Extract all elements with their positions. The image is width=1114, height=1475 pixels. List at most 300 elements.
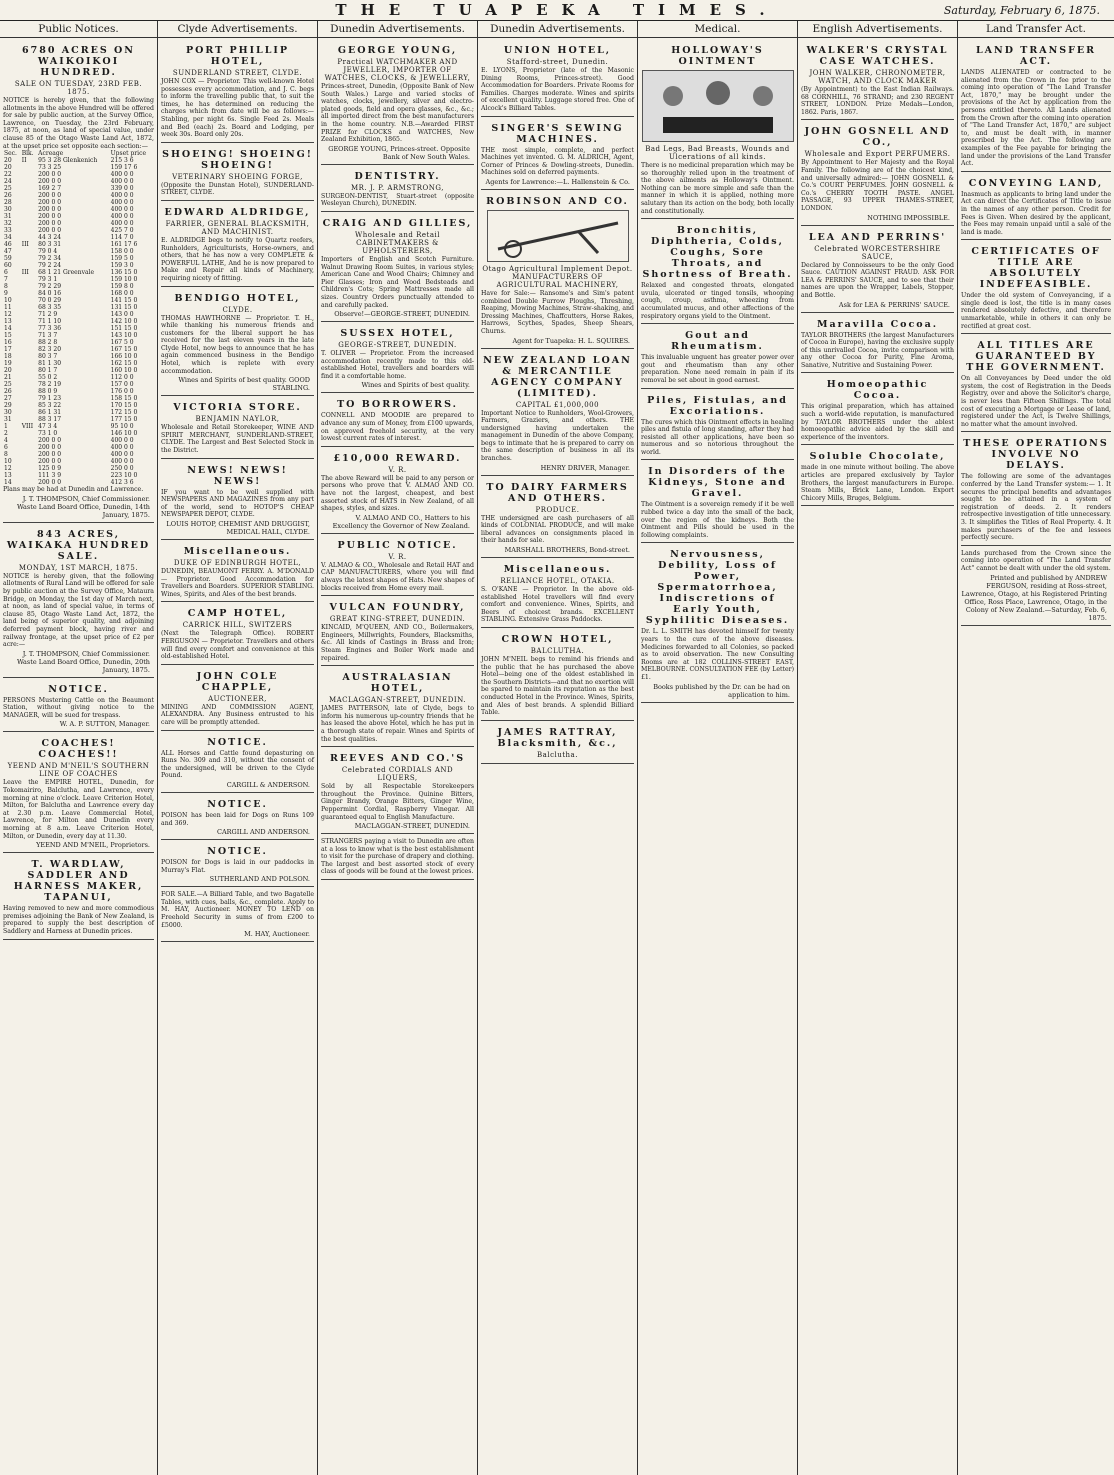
advertisement-body: Inasmuch as applicants to bring land under the Act can direct the Certificates of Title to issue in the names of any other person. Credit for Fees is Given. When desired by the applicant, the Fees may remain unpaid until a sale of the land is made. bbox=[961, 190, 1111, 236]
table-cell: 136 15 0 bbox=[110, 269, 138, 277]
advertisement-title: DENTISTRY. bbox=[354, 170, 441, 182]
table-row bbox=[3, 423, 154, 430]
table-cell: 223 10 0 bbox=[110, 472, 138, 480]
table-cell: 34 bbox=[4, 234, 12, 242]
table-cell: 44 3 24 bbox=[38, 234, 62, 242]
advertisement-block bbox=[321, 836, 474, 880]
table-cell: 9 bbox=[4, 290, 8, 298]
table-cell: 79 3 1 bbox=[38, 276, 58, 284]
table-row bbox=[3, 157, 154, 164]
advertisement-block bbox=[481, 560, 634, 628]
table-cell: 95 10 0 bbox=[110, 423, 134, 431]
table-cell: 26 bbox=[4, 388, 12, 396]
table-cell: 176 0 0 bbox=[110, 388, 134, 396]
table-row bbox=[3, 234, 154, 241]
column-3 bbox=[318, 21, 478, 1475]
advertisement-body: T. OLIVER — Proprietor. From the increased accommodation recently made to this old-established Hotel, travellers and boarders will find it a comfortable home. bbox=[321, 350, 474, 380]
table-header-cell: Upset price bbox=[110, 150, 147, 158]
advertisement-body: Relaxed and congested throats, elongated uvula, ulcerated or tinged tonsils, whooping cough, croup, asthma, wheezing from accumulated mucus, and other affections of the respiratory organs yield to the Ointment. bbox=[641, 282, 794, 320]
table-cell bbox=[21, 430, 37, 437]
table-cell: 71 3 7 bbox=[38, 332, 58, 340]
table-cell bbox=[21, 276, 37, 283]
table-cell: 33 bbox=[4, 227, 12, 235]
advertisement-subtitle: BALCLUTHA. bbox=[530, 647, 585, 655]
advertisement-title: NOTICE. bbox=[48, 683, 109, 695]
advertisement-body: Important Notice to Runholders, Wool-Growers, Farmers, Graziers, and others. THE undersigned having undertaken the management in Dunedin of the above Company, begs to intimate that he is prepared to carry on the same description of business in all its branches. bbox=[481, 409, 634, 463]
table-row bbox=[3, 178, 154, 185]
advertisement-subtitle: CARRICK HILL, SWITZERS bbox=[182, 621, 293, 630]
table-cell: 170 15 0 bbox=[110, 402, 138, 410]
advertisement-block bbox=[641, 221, 794, 324]
table-row bbox=[3, 227, 154, 234]
advertisement-subtitle: MACLAGGAN-STREET, DUNEDIN. bbox=[328, 696, 467, 705]
table-row bbox=[3, 444, 154, 451]
advertisement-body: S. O'KANE — Proprietor. In the above old-established Hotel travellers will find every comfort and convenience. Wines, Spirits, and Beers of choicest brands. EXCELLENT STABLING. Extensive Grass Paddocks. bbox=[481, 586, 634, 624]
table-row bbox=[3, 388, 154, 395]
table-cell: 81 1 30 bbox=[38, 360, 62, 368]
advertisement-block bbox=[3, 855, 154, 939]
table-header-cell: Sec. bbox=[4, 150, 17, 158]
advertisement-block bbox=[961, 548, 1111, 626]
table-row bbox=[3, 416, 154, 423]
advertisement-signature: MARSHALL BROTHERS, Bond-street. bbox=[504, 546, 630, 555]
advertisement-subtitle: JOHN WALKER, CHRONOMETER, WATCH, AND CLOCK MAKER bbox=[809, 69, 946, 85]
table-cell: 339 0 0 bbox=[110, 185, 134, 193]
advertisement-signature: Agents for Lawrence:—L. Hallenstein & Co. bbox=[485, 177, 630, 186]
advertisement-signature: YEEND AND M'NEIL, Proprietors. bbox=[36, 841, 150, 850]
table-cell: 80 3 7 bbox=[38, 353, 58, 361]
table-cell: 8 bbox=[4, 283, 8, 291]
advertisement-subtitle: CAPITAL £1,000,000 bbox=[515, 400, 600, 409]
advertisement-body: made in one minute without boiling. The above articles are prepared exclusively by Taylor Brothers, the largest manufacturers in Europe. Steam Mills, Brick Lane, London. Export Chicory Mills, Bruges, Belgium. bbox=[801, 464, 954, 502]
advertisement-body: LANDS ALIENATED or contracted to be alienated from the Crown in fee prior to the coming into operation of "The Land Transfer Act, 1870," may be brought under the provisions of the Act by application from the persons entitled thereto. All Lands alienated from the Crown after the coming into operation of "The Land Transfer Act, 1870," are subject to, and must be dealt with, in manner prescribed by the Act. The following are examples of the Fee payable for bringing the land under the provisions of the Land Transfer Act. bbox=[961, 69, 1111, 168]
advertisement-title: NEWS! NEWS! NEWS! bbox=[187, 464, 288, 487]
table-row bbox=[3, 262, 154, 269]
advertisement-block bbox=[481, 630, 634, 721]
table-cell: 131 15 0 bbox=[110, 304, 138, 312]
advertisement-block bbox=[481, 351, 634, 476]
advertisement-signature: Wines and Spirits of best quality. GOOD STABLING. bbox=[178, 376, 310, 393]
table-cell: 46 bbox=[4, 241, 12, 249]
advertisement-body: STRANGERS paying a visit to Dunedin are often at a loss to know what is the best establishment to visit for the purchase of drapery and clothing. The largest and best assorted stock of every class of goods will be found at the lowest prices. bbox=[321, 838, 474, 876]
table-cell: 8 bbox=[4, 451, 8, 459]
table-row bbox=[3, 241, 154, 248]
advertisement-body: SURGEON-DENTIST, Stuart-street (opposite Wesleyan Church), DUNEDIN. bbox=[321, 192, 474, 208]
table-cell: II bbox=[21, 157, 27, 165]
advertisement-body: THE undersigned are cash purchasers of all kinds of COLONIAL PRODUCE, and will make liberal advances on consignments placed in their hands for sale. bbox=[481, 514, 634, 545]
table-cell: 215 3 6 bbox=[110, 157, 134, 165]
table-cell: 88 2 8 bbox=[38, 339, 58, 347]
table-cell: 2 bbox=[4, 430, 8, 438]
advertisement-subtitle: CLYDE. bbox=[222, 305, 253, 314]
advertisement-body: Princes-street, Dunedin, (Opposite Bank of New South Wales.) Large and varied stocks of watches, clocks, jewellery, silver and electro-plated goods, field and opera glasses, &c., &c.; all imported direct from the best manufacturers in the home country. N.B.—Awarded FIRST PRIZE for CLOCKS and WATCHES, New Zealand Exhibition, 1865. bbox=[321, 83, 474, 144]
advertisement-title: ALL TITLES ARE GUARANTEED BY THE GOVERNMENT. bbox=[966, 340, 1106, 374]
table-cell: 10 bbox=[4, 458, 12, 466]
advertisement-body: There is no medicinal preparation which may be so thoroughly relied upon in the treatment of the above ailments as Holloway's Ointment. Nothing can be more simple and safe than the manner in which it is applied, nothing more salutary than its action on the body, both locally and constitutionally. bbox=[641, 162, 794, 215]
advertisement-title: CAMP HOTEL, bbox=[187, 608, 288, 620]
table-cell: 200 0 0 bbox=[38, 213, 62, 221]
advertisement-subtitle: Wholesale and Export PERFUMERS. bbox=[804, 150, 951, 159]
table-cell: 400 0 0 bbox=[110, 437, 134, 445]
advertisement-title: SINGER'S SEWING MACHINES. bbox=[491, 122, 624, 145]
advertisement-title: Maravilla Cocoa. bbox=[816, 318, 939, 330]
table-cell bbox=[21, 325, 37, 332]
table-cell bbox=[21, 220, 37, 227]
advertisement-title: HOLLOWAY'S OINTMENT bbox=[671, 45, 764, 67]
table-cell bbox=[21, 304, 37, 311]
advertisement-title: Gout and Rheumatism. bbox=[671, 330, 764, 353]
table-cell: 29 bbox=[4, 402, 12, 410]
table-cell: 14 bbox=[4, 325, 12, 333]
table-cell bbox=[21, 353, 37, 360]
table-cell: 400 0 0 bbox=[110, 178, 134, 186]
advertisement-body: V. ALMAO & CO., Wholesale and Retail HAT and CAP MANUFACTURERS, where you will find always the latest shapes of Hats. New shapes of blocks received from Home every mail. bbox=[321, 561, 474, 592]
table-cell bbox=[21, 206, 37, 213]
advertisement-body: Under the old system of Conveyancing, if a single deed is lost, the title is in many cases rendered absolutely defective, and therefore unmarketable, while in others it can only be rectified at great cost. bbox=[961, 292, 1111, 330]
table-row bbox=[3, 451, 154, 458]
advertisement-signature: GEORGE YOUNG, Princes-street. Opposite Bank of New South Wales. bbox=[328, 144, 470, 161]
advertisement-block bbox=[961, 41, 1111, 172]
advertisement-signature: Printed and published by ANDREW FERGUSON, residing at Ross-street, Lawrence, Otago, at his Registered Printing Office, Ross Place, Lawrence, Otago, in the Colony of New Zealand.—Saturday, Feb. 6, 1875. bbox=[961, 573, 1107, 622]
table-row bbox=[3, 185, 154, 192]
advertisement-block bbox=[321, 536, 474, 596]
table-cell: 151 15 0 bbox=[110, 325, 138, 333]
advertisement-signature: CARGILL & ANDERSON. bbox=[226, 780, 310, 789]
table-cell: 32 bbox=[4, 220, 12, 228]
advertisement-subtitle: DUKE OF EDINBURGH HOTEL, bbox=[173, 559, 302, 567]
table-cell: 400 0 0 bbox=[110, 220, 134, 228]
table-cell: 79 2 34 bbox=[38, 255, 62, 263]
table-cell: 400 0 0 bbox=[110, 199, 134, 207]
table-cell bbox=[21, 479, 37, 486]
table-row bbox=[3, 458, 154, 465]
table-cell: 47 3 4 bbox=[38, 423, 58, 431]
table-cell: 86 1 31 bbox=[38, 409, 62, 417]
advertisement-block bbox=[161, 842, 314, 887]
advertisement-subtitle: BENJAMIN NAYLOR, bbox=[195, 415, 280, 424]
table-cell bbox=[21, 395, 37, 402]
table-cell: 22 bbox=[4, 171, 12, 179]
advertisement-title: EDWARD ALDRIDGE, bbox=[164, 206, 311, 218]
advertisement-body: The above Reward will be paid to any person or persons who prove that V. ALMAO AND CO. have not the largest, cheapest, and best assorted stock of HATS in New Zealand, of all shapes, styles, and sizes. bbox=[321, 474, 474, 513]
table-cell: 200 0 0 bbox=[38, 171, 62, 179]
table-cell: 13 bbox=[4, 318, 12, 326]
column-heading: Dunedin Advertisements. bbox=[478, 21, 637, 38]
advertisement-title: BENDIGO HOTEL, bbox=[174, 292, 301, 304]
table-cell bbox=[21, 255, 37, 262]
plough-engraving-image bbox=[487, 210, 629, 262]
table-cell: VIII bbox=[21, 423, 34, 431]
table-cell: 125 0 9 bbox=[38, 465, 62, 473]
table-cell bbox=[21, 367, 37, 374]
advertisement-subtitle: Wholesale and Retail CABINETMAKERS & UPHOLSTERERS, bbox=[355, 230, 440, 255]
advertisement-block bbox=[961, 242, 1111, 334]
advertisement-title: PUBLIC NOTICE. bbox=[337, 539, 458, 551]
advertisement-body: (Opposite the Dunstan Hotel), SUNDERLAND-STREET, CLYDE. bbox=[161, 181, 314, 197]
advertisement-block bbox=[321, 749, 474, 834]
advertisement-subtitle: Bad Legs, Bad Breasts, Wounds and Ulcerations of all kinds. bbox=[645, 145, 790, 161]
advertisement-block bbox=[161, 795, 314, 840]
table-row bbox=[3, 269, 154, 276]
table-cell: 12 bbox=[4, 465, 12, 473]
table-cell: 19 bbox=[4, 360, 12, 368]
advertisement-body: By Appointment to Her Majesty and the Royal Family. The following are of the choicest kind, and universally admired:— JOHN GOSNELL & Co.'s COURT PERFUMES. JOHN GOSNELL & Co.'s CHERRY TOOTH PASTE. ANGEL PASSAGE, 93 UPPER THAMES-STREET, LONDON. bbox=[801, 159, 954, 212]
table-cell: 172 15 0 bbox=[110, 409, 138, 417]
advertisement-block bbox=[641, 326, 794, 388]
advertisement-block bbox=[481, 41, 634, 117]
advertisement-block bbox=[961, 174, 1111, 241]
advertisement-subtitle: FARRIER, GENERAL BLACKSMITH, AND MACHINIST. bbox=[165, 219, 310, 236]
table-cell: 412 3 6 bbox=[110, 479, 134, 487]
table-cell: 80 3 31 bbox=[38, 241, 62, 249]
table-cell bbox=[21, 402, 37, 409]
table-row bbox=[3, 304, 154, 311]
table-cell bbox=[21, 437, 37, 444]
table-cell: 161 17 6 bbox=[110, 241, 138, 249]
advertisement-block bbox=[801, 315, 954, 374]
table-row bbox=[3, 360, 154, 367]
table-cell: 400 0 0 bbox=[110, 171, 134, 179]
table-cell: 400 0 0 bbox=[110, 213, 134, 221]
table-row bbox=[3, 206, 154, 213]
advertisement-body: IF you want to be well supplied with NEWSPAPERS AND MAGAZINES from any part of the world, send to HOTOP'S CHEAP NEWSPAPER DEPOT, CLYDE. bbox=[161, 488, 314, 519]
table-cell: 160 10 0 bbox=[110, 367, 138, 375]
table-cell: 25 bbox=[4, 381, 12, 389]
advertisement-body: On all Conveyances by Deed under the old system, the cost of Registration in the Deeds Registry, over and above the Solicitor's charge, is never less than Fifteen Shillings. The total cost of executing a Mortgage or Lease of land, registered under the Act, is Twelve Shillings, no matter what the amount involved. bbox=[961, 375, 1111, 428]
advertisement-body: Wholesale and Retail Storekeeper, WINE AND SPIRIT MERCHANT, SUNDERLAND-STREET, CLYDE. The Largest and Best Selected Stock in the District. bbox=[161, 424, 314, 455]
advertisement-subtitle: AUCTIONEER, bbox=[208, 694, 267, 703]
table-cell bbox=[21, 227, 37, 234]
table-cell: 20 bbox=[4, 367, 12, 375]
advertisement-signature: LOUIS HOTOP, CHEMIST AND DRUGGIST, MEDICAL HALL, CLYDE. bbox=[166, 520, 310, 536]
advertisement-block bbox=[481, 119, 634, 190]
table-cell bbox=[21, 178, 37, 185]
advertisement-body: E. LYONS, Proprietor (late of the Masonic Dining Rooms, Princes-street). Good Accommodation for Boarders. Private Rooms for Families. Charges moderate. Wines and spirits of excellent quality. Luggage stored free. One of Alcock's Billiard Tables. bbox=[481, 67, 634, 112]
table-cell: 425 7 0 bbox=[110, 227, 134, 235]
holloway-engraving-image bbox=[642, 70, 794, 142]
advertisement-subtitle: Balclutha. bbox=[537, 750, 578, 759]
advertisement-subtitle: VETERINARY SHOEING FORGE, bbox=[172, 172, 303, 181]
advertisement-title: WALKER'S CRYSTAL CASE WATCHES. bbox=[806, 45, 949, 67]
table-row bbox=[3, 164, 154, 171]
advertisement-subtitle: Otago Agricultural Implement Depot. MANUFACTURERS OF AGRICULTURAL MACHINERY, bbox=[482, 264, 633, 289]
advertisement-body: KINCAID, M'QUEEN, AND CO., Boilermakers, Engineers, Millwrights, Founders, Blacksmiths, &c. All kinds of Castings in Brass and Iron; Steam Engines and Boiler Work made and repaired. bbox=[321, 624, 474, 662]
table-cell bbox=[21, 234, 37, 241]
advertisement-body: JAMES PATTERSON, late of Clyde, begs to inform his numerous up-country friends that he has leased the above Hotel, which he has put in a thorough state of repair. Wines and Spirits of the best qualities. bbox=[321, 705, 474, 743]
table-row bbox=[3, 255, 154, 262]
table-cell bbox=[21, 297, 37, 304]
table-row bbox=[3, 248, 154, 255]
advertisement-title: JAMES RATTRAY, Blacksmith, &c., bbox=[497, 726, 618, 749]
table-row bbox=[3, 213, 154, 220]
table-cell: 200 0 0 bbox=[38, 220, 62, 228]
table-cell: 71 1 10 bbox=[38, 318, 62, 326]
advertisement-subtitle: V. R. bbox=[388, 552, 407, 561]
column-1 bbox=[0, 21, 158, 1475]
table-row bbox=[3, 199, 154, 206]
column-5 bbox=[638, 21, 798, 1475]
advertisement-subtitle: GREAT KING-STREET, DUNEDIN. bbox=[329, 615, 466, 624]
column-heading: Clyde Advertisements. bbox=[158, 21, 317, 38]
advertisement-body: FOR SALE.—A Billiard Table, and two Bagatelle Tables, with cues, balls, &c., complete. Apply to M. HAY, Auctioneer. MONEY TO LEND on Freehold Security in sums of from £200 to £5000. bbox=[161, 891, 314, 929]
advertisement-body: The cures which this Ointment effects in healing piles and fistula of long standing, after they had resisted all other applications, have been so numerous and so notorious throughout the world. bbox=[641, 418, 794, 456]
advertisement-body: CONNELL AND MOODIE are prepared to advance any sum of Money, from £100 upwards, on approved freehold security, at the very lowest current rates of interest. bbox=[321, 412, 474, 443]
table-row bbox=[3, 374, 154, 381]
table-row bbox=[3, 479, 154, 486]
advertisement-title: T. WARDLAW, SADDLER AND HARNESS MAKER, TAPANUI, bbox=[13, 859, 144, 904]
table-cell: 143 10 0 bbox=[110, 332, 138, 340]
table-cell: 1 bbox=[4, 423, 8, 431]
table-cell: 82 3 20 bbox=[38, 346, 62, 354]
table-cell bbox=[21, 192, 37, 199]
advertisement-title: £10,000 REWARD. bbox=[333, 452, 462, 464]
advertisement-title: SHOEING! SHOEING! SHOEING! bbox=[162, 148, 313, 171]
table-cell: 143 0 0 bbox=[110, 311, 134, 319]
column-heading: Medical. bbox=[638, 21, 797, 38]
table-row bbox=[3, 297, 154, 304]
table-cell bbox=[21, 444, 37, 451]
table-cell: 70 0 29 bbox=[38, 297, 62, 305]
table-cell bbox=[21, 290, 37, 297]
advertisement-title: CROWN HOTEL, bbox=[501, 634, 614, 645]
advertisement-title: Nervousness, Debility, Loss of Power, Spermatorrhoea, Indiscretions of Early Youth, Syphilitic Diseases. bbox=[645, 549, 790, 627]
table-cell: 68 3 35 bbox=[38, 304, 62, 312]
advertisement-title: Miscellaneous. bbox=[183, 546, 292, 557]
table-cell bbox=[21, 262, 37, 269]
table-row bbox=[3, 283, 154, 290]
table-cell bbox=[21, 248, 37, 255]
advertisement-subtitle: Celebrated WORCESTERSHIRE SAUCE, bbox=[814, 244, 941, 261]
advertisement-subtitle: Celebrated CORDIALS AND LIQUERS, bbox=[341, 766, 454, 783]
table-cell: 55 0 2 bbox=[38, 374, 58, 382]
table-cell: 200 0 0 bbox=[38, 178, 62, 186]
advertisement-block bbox=[161, 41, 314, 143]
table-cell: 10 bbox=[4, 297, 12, 305]
advertisement-block bbox=[3, 41, 154, 523]
advertisement-body: Having removed to new and more commodious premises adjoining the Bank of New Zealand, is prepared to supply the best description of Saddlery and Harness at Dunedin prices. bbox=[3, 905, 154, 935]
table-cell: 21 bbox=[4, 374, 12, 382]
advertisement-title: CERTIFICATES OF TITLE ARE ABSOLUTELY INDEFEASIBLE. bbox=[971, 246, 1101, 291]
table-cell: 79 2 29 bbox=[38, 283, 62, 291]
table-cell: 30 bbox=[4, 206, 12, 214]
table-row bbox=[3, 171, 154, 178]
table-cell: 47 bbox=[4, 248, 12, 256]
advertisement-title: Homoeopathic Cocoa. bbox=[826, 379, 929, 402]
table-cell: 200 0 0 bbox=[38, 227, 62, 235]
advertisement-block bbox=[641, 462, 794, 543]
table-cell bbox=[21, 171, 37, 178]
advertisement-signature: Ask for LEA & PERRINS' SAUCE. bbox=[838, 300, 950, 309]
table-row bbox=[3, 276, 154, 283]
table-cell: 168 0 0 bbox=[110, 290, 134, 298]
table-cell bbox=[21, 458, 37, 465]
table-cell bbox=[21, 199, 37, 206]
advertisement-body: (Next the Telegraph Office). ROBERT FERGUSON — Proprietor. Travellers and others will find every comfort and convenience at this old-established Hotel. bbox=[161, 630, 314, 661]
advertisement-title: CRAIG AND GILLIES, bbox=[322, 217, 473, 229]
table-cell: 7 bbox=[4, 276, 8, 284]
table-cell: 11 bbox=[4, 304, 12, 312]
advertisement-signature: J. T. THOMPSON, Chief Commissioner. Waste Land Board Office, Dunedin, 14th January, 1875. bbox=[16, 494, 150, 519]
table-cell bbox=[21, 311, 37, 318]
advertisement-block bbox=[161, 542, 314, 602]
advertisement-title: UNION HOTEL, bbox=[503, 45, 612, 56]
table-cell: 95 3 28 Glenkenich bbox=[38, 157, 98, 165]
advertisement-block bbox=[161, 667, 314, 731]
advertisement-title: NOTICE. bbox=[207, 798, 268, 810]
advertisement-block bbox=[161, 203, 314, 287]
table-cell: 200 0 0 bbox=[38, 458, 62, 466]
advertisement-body: POISON for Dogs is laid in our paddocks in Murray's Flat. bbox=[161, 859, 314, 874]
advertisement-signature: HENRY DRIVER, Manager. bbox=[540, 463, 630, 472]
advertisement-block bbox=[801, 122, 954, 225]
table-cell: 146 10 0 bbox=[110, 430, 138, 438]
advertisement-block bbox=[321, 449, 474, 534]
table-cell: 20 bbox=[4, 157, 12, 165]
advertisement-subtitle: Practical WATCHMAKER AND JEWELLER, IMPORTER OF WATCHES, CLOCKS, & JEWELLERY, bbox=[324, 58, 471, 82]
advertisement-signature: W. A. P. SUTTON, Manager. bbox=[59, 720, 150, 729]
advertisement-title: REEVES AND CO.'S bbox=[329, 753, 466, 765]
advertisement-body: JOHN M'NEIL begs to remind his friends and the public that he has purchased the above Hotel—being one of the oldest established in the Southern Districts—and that no exertion will be spared to maintain its reputation as the best conducted Hotel in the Province. Wines, Spirits, and Ales of best brands. A splendid Billiard Table. bbox=[481, 656, 634, 717]
advertisement-signature: Agent for Tuapeka: H. L. SQUIRES. bbox=[512, 336, 630, 345]
table-row bbox=[3, 409, 154, 416]
advertisement-body: NOTICE is hereby given, that the following allotments in the above Hundred will be offered for sale by public auction, at the Survey Office, Lawrence, on Tuesday, the 23rd February, 1875, at noon, as land of special value, under clause 85 of the Otago Waste Land Act, 1872, at the upset price set opposite each section:— bbox=[3, 97, 154, 150]
table-cell bbox=[21, 283, 37, 290]
table-row bbox=[3, 192, 154, 199]
advertisement-body: PERSONS Mustering Cattle on the Beaumont Station, without giving notice to the MANAGER, will be sued for trespass. bbox=[3, 696, 154, 719]
table-cell bbox=[21, 472, 37, 479]
table-cell: 114 7 0 bbox=[110, 234, 134, 242]
table-cell: 157 0 0 bbox=[110, 381, 134, 389]
advertisement-body: JOHN COX — Proprietor. This well-known Hotel possesses every accommodation, and J. C. begs to inform the travelling public that, to suit the times, he has determined on reducing the charges which from date will be as follows:— Stabling, per night 6s. Single Feed 2s. Meals and Bed (each) 2s. Board and Lodging, per week 30s. Board only 20s. bbox=[161, 78, 314, 139]
table-cell bbox=[21, 465, 37, 472]
table-cell: 400 0 0 bbox=[110, 206, 134, 214]
advertisement-body: NOTICE is hereby given, that the following allotments of Rural Land will be offered for sale by public auction at the Survey Office, Mataura Bridge, on Monday, the 1st day of March next, at noon, as land of special value, in terms of clause 85, Otago Waste Land Act, 1872, the land being of superior quality, and adjoining deferred payment block, having river and railway frontage, at the upset price of £2 per acre:— bbox=[3, 572, 154, 649]
advertisement-body: This original preparation, which has attained such a world-wide reputation, is manufactured by TAYLOR BROTHERS under the ablest homoeopathic advice aided by the skill and experience of the inventors. bbox=[801, 403, 954, 441]
advertisement-block bbox=[3, 734, 154, 853]
advertisement-block bbox=[481, 192, 634, 349]
advertisement-title: Miscellaneous. bbox=[503, 564, 612, 576]
advertisement-title: JOHN GOSNELL AND CO., bbox=[804, 126, 951, 149]
table-cell: 159 8 0 bbox=[110, 283, 134, 291]
advertisement-subtitle: Stafford-street, Dunedin. bbox=[506, 58, 609, 66]
advertisement-signature: SUTHERLAND AND POLSON. bbox=[209, 875, 310, 884]
table-cell: 158 0 0 bbox=[110, 248, 134, 256]
table-row bbox=[3, 430, 154, 437]
advertisement-subtitle: SALE ON TUESDAY, 23RD FEB. 1875. bbox=[14, 80, 143, 96]
advertisement-signature: NOTHING IMPOSSIBLE. bbox=[867, 213, 950, 222]
advertisement-title: THESE OPERATIONS INVOLVE NO DELAYS. bbox=[963, 438, 1109, 472]
table-cell: 25 bbox=[4, 185, 12, 193]
advertisement-block bbox=[321, 324, 474, 393]
table-cell: 4 bbox=[4, 437, 8, 445]
newspaper-title: THE TUAPEKA TIMES. bbox=[335, 1, 779, 19]
table-cell: III bbox=[21, 269, 29, 277]
table-row bbox=[3, 367, 154, 374]
advertisement-block bbox=[161, 461, 314, 540]
table-cell: 16 bbox=[4, 339, 12, 347]
advertisement-block bbox=[161, 604, 314, 664]
column-2 bbox=[158, 21, 318, 1475]
advertisement-title: SUSSEX HOTEL, bbox=[340, 328, 455, 340]
advertisement-body: Importers of English and Scotch Furniture. Walnut Drawing Room Suites, in various styles; American Cane and Wood Chairs; Chimney and Pier Glasses; Iron and Wood Bedsteads and Children's Cots; Spring Mattresses made all sizes. Country Orders punctually attended to and carefully packed. bbox=[321, 255, 474, 309]
table-cell: III bbox=[21, 241, 29, 249]
advertisement-title: VULCAN FOUNDRY, bbox=[329, 602, 466, 614]
advertisement-subtitle: GEORGE-STREET, DUNEDIN. bbox=[338, 341, 457, 350]
advertisement-title: Piles, Fistulas, and Excoriations. bbox=[647, 394, 788, 417]
advertisement-body: Sold by all Respectable Storekeepers throughout the Province. Quinine Bitters, Ginger Brandy, Orange Bitters, Ginger Wine, Peppermint Cordial, Raspberry Vinegar. All guaranteed equal to English Manufacture. bbox=[321, 783, 474, 821]
table-cell bbox=[21, 409, 37, 416]
advertisement-block bbox=[321, 395, 474, 446]
